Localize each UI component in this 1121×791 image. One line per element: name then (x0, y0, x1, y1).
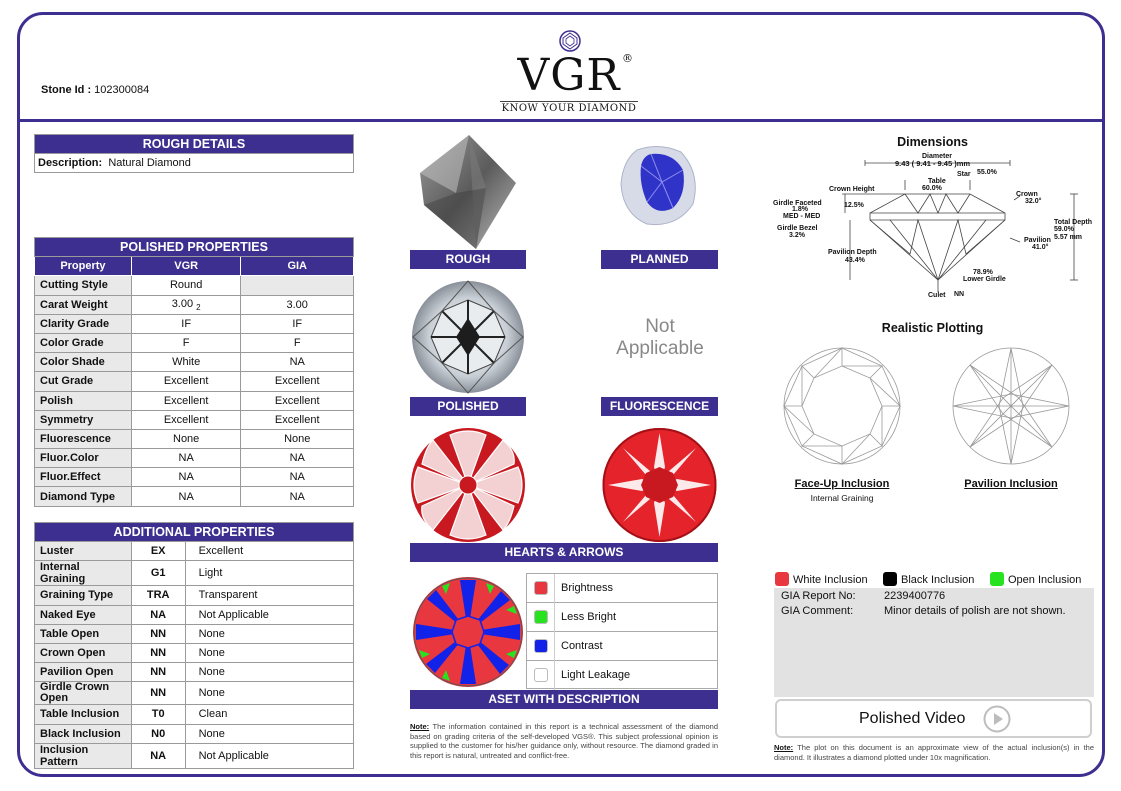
total-depth-pct: 59.0% (1054, 226, 1074, 233)
property-label: Inclusion Pattern (35, 743, 132, 768)
diameter-value: 9.43 ( 9.41 - 9.45 )mm (895, 159, 971, 168)
property-label: Fluor.Effect (35, 468, 132, 487)
table-row (35, 314, 354, 333)
aset-legend-row (527, 661, 717, 690)
plot-note-label: Note: (774, 743, 794, 752)
property-label: Internal Graining (35, 561, 132, 586)
property-label: Table Inclusion (35, 705, 132, 724)
proportions-diagram (770, 150, 1100, 302)
property-code: G1 (131, 561, 185, 586)
header-vgr: VGR (131, 257, 241, 276)
property-label: Black Inclusion (35, 724, 132, 743)
stone-id (41, 84, 149, 96)
property-code: NN (131, 624, 185, 643)
property-code: TRA (131, 586, 185, 605)
property-code: NN (131, 643, 185, 662)
aset-image (412, 576, 524, 688)
white-inclusion-label: White Inclusion (793, 574, 868, 586)
polished-label: POLISHED (410, 397, 526, 416)
white-inclusion-swatch (775, 572, 789, 586)
gia-value: NA (241, 353, 354, 372)
table-row (35, 743, 354, 768)
property-value: Transparent (185, 586, 353, 605)
gia-value (241, 276, 354, 295)
vgr-value: Excellent (131, 391, 241, 410)
property-label: Girdle Crown Open (35, 682, 132, 705)
lower-girdle-value: 78.9% (973, 269, 993, 276)
black-inclusion-swatch (883, 572, 897, 586)
polished-video-button[interactable] (775, 699, 1092, 738)
girdle-value: MED - MED (783, 213, 821, 220)
black-inclusion-label: Black Inclusion (901, 574, 975, 586)
girdle-faceted-value: 1.8% (792, 206, 808, 213)
star-value: 55.0% (977, 169, 997, 176)
less-bright-swatch (534, 610, 548, 624)
property-label: Polish (35, 391, 132, 410)
rough-details-table (34, 134, 354, 173)
aset-legend-row (527, 603, 717, 632)
table-row (35, 682, 354, 705)
open-inclusion-label: Open Inclusion (1008, 574, 1082, 586)
table-row (35, 663, 354, 682)
property-code: NA (131, 743, 185, 768)
light-leakage-swatch (534, 668, 548, 682)
gia-value: Excellent (241, 391, 354, 410)
table-row (35, 410, 354, 429)
table-row (35, 295, 354, 314)
property-value: None (185, 643, 353, 662)
diameter-label: Diameter (922, 153, 952, 160)
stone-id-label: Stone Id : (41, 84, 92, 96)
crown-height-label: Crown Height (829, 186, 875, 193)
pavilion-caption: Pavilion Inclusion (964, 478, 1058, 490)
pavilion-plot (951, 346, 1071, 466)
table-row (35, 372, 354, 391)
less-bright-label: Less Bright (561, 611, 617, 623)
fluorescence-not-applicable (600, 316, 720, 360)
crown-value: 32.0° (1025, 198, 1042, 205)
polished-diamond-image (410, 280, 526, 394)
rough-details-title: ROUGH DETAILS (35, 135, 354, 154)
property-value: Not Applicable (185, 743, 353, 768)
property-label: Cut Grade (35, 372, 132, 391)
girdle-bezel-label: Girdle Bezel (777, 225, 818, 232)
table-row (35, 333, 354, 352)
aset-label: ASET WITH DESCRIPTION (410, 690, 718, 709)
vgr-value (131, 295, 241, 314)
property-label: Diamond Type (35, 487, 132, 506)
crown-label: Crown (1016, 191, 1038, 198)
table-value: 60.0% (922, 185, 942, 192)
property-label: Graining Type (35, 586, 132, 605)
property-label: Color Grade (35, 333, 132, 352)
light-leakage-label: Light Leakage (561, 669, 631, 681)
property-code: NA (131, 605, 185, 624)
aset-legend-row (527, 574, 717, 603)
gia-value: NA (241, 449, 354, 468)
vgr-carat: 3.00 (171, 297, 194, 310)
plotting-title: Realistic Plotting (881, 321, 984, 335)
legend-separator (554, 632, 555, 661)
table-row (35, 605, 354, 624)
polished-properties-table (34, 237, 354, 507)
aset-legend (526, 573, 718, 689)
header-property: Property (35, 257, 132, 276)
property-label: Table Open (35, 624, 132, 643)
table-row (35, 449, 354, 468)
vgr-value: Round (131, 276, 241, 295)
property-value: Clean (185, 705, 353, 724)
logo-text: VGR (517, 50, 621, 101)
logo-registered: ® (622, 52, 633, 65)
pavilion-value: 41.0° (1032, 244, 1049, 251)
property-label: Luster (35, 542, 132, 561)
gia-value: NA (241, 468, 354, 487)
additional-properties-table (34, 522, 354, 769)
gia-value: NA (241, 487, 354, 506)
property-value: Excellent (185, 542, 353, 561)
vgr-value: F (131, 333, 241, 352)
vgr-value: NA (131, 449, 241, 468)
property-code: T0 (131, 705, 185, 724)
vgr-logo (500, 28, 650, 118)
report-note-label: Note: (410, 722, 430, 731)
vgr-value: White (131, 353, 241, 372)
pavilion-depth-value: 43.4% (845, 257, 865, 264)
planned-diamond-image (617, 144, 701, 228)
table-row (35, 276, 354, 295)
vgr-value: None (131, 429, 241, 448)
vgr-value: IF (131, 314, 241, 333)
brightness-label: Brightness (561, 582, 613, 594)
table-row (35, 429, 354, 448)
property-code: EX (131, 542, 185, 561)
legend-separator (554, 603, 555, 632)
hearts-arrows-label: HEARTS & ARROWS (410, 543, 718, 562)
property-label: Fluor.Color (35, 449, 132, 468)
contrast-swatch (534, 639, 548, 653)
gia-comment-label: GIA Comment: (781, 605, 854, 617)
contrast-label: Contrast (561, 640, 603, 652)
property-label: Pavilion Open (35, 663, 132, 682)
gia-value: Excellent (241, 372, 354, 391)
brightness-swatch (534, 581, 548, 595)
pavilion-depth-label: Pavilion Depth (828, 249, 877, 256)
rough-description-row (35, 154, 354, 173)
gia-info-box (774, 588, 1094, 697)
report-note-text: The information contained in this report is a technical assessment of the diamond based on grading criteria of the self-developed VGS®. This subject professional opinion is supplied to the customer for his/her guidance only, without resource. The diamond graded in this report is natural, untreated and conflict-free. (410, 722, 719, 760)
gia-value: F (241, 333, 354, 352)
table-row (35, 643, 354, 662)
aset-legend-row (527, 632, 717, 661)
gia-value: None (241, 429, 354, 448)
property-value: None (185, 724, 353, 743)
fluorescence-na-line1: Not (645, 316, 675, 337)
planned-label: PLANNED (601, 250, 718, 269)
property-code: NN (131, 682, 185, 705)
total-depth-mm: 5.57 mm (1054, 234, 1083, 241)
property-label: Color Shade (35, 353, 132, 372)
table-row (35, 724, 354, 743)
polished-video-label: Polished Video (859, 710, 966, 727)
property-value: Not Applicable (185, 605, 353, 624)
table-row (35, 542, 354, 561)
table-label: Table (928, 178, 946, 185)
vgr-value: NA (131, 487, 241, 506)
gia-report-label: GIA Report No: (781, 590, 856, 602)
pavilion-label: Pavilion (1024, 237, 1051, 244)
fluorescence-na-line2: Applicable (616, 338, 704, 359)
table-row (35, 624, 354, 643)
property-code: NN (131, 663, 185, 682)
girdle-faceted-label: Girdle Faceted (773, 200, 822, 207)
culet-value: NN (954, 291, 965, 298)
open-inclusion-swatch (990, 572, 1004, 586)
property-value: None (185, 624, 353, 643)
header-gia: GIA (241, 257, 354, 276)
vgr-value: NA (131, 468, 241, 487)
vgr-value: Excellent (131, 372, 241, 391)
girdle-bezel-value: 3.2% (789, 232, 805, 239)
white-inclusion-legend (775, 572, 868, 586)
hearts-image (410, 427, 526, 543)
play-icon[interactable] (983, 705, 1011, 733)
face-up-plot (782, 346, 902, 466)
property-label: Cutting Style (35, 276, 132, 295)
open-inclusion-legend (990, 572, 1081, 586)
logo-tagline: KNOW YOUR DIAMOND (501, 103, 637, 114)
rough-diamond-image (416, 133, 522, 251)
star-label: Star (957, 171, 971, 178)
stone-id-value: 102300084 (94, 84, 150, 96)
vgr-value: Excellent (131, 410, 241, 429)
table-row (35, 487, 354, 506)
gia-value: 3.00 (241, 295, 354, 314)
additional-properties-title: ADDITIONAL PROPERTIES (35, 523, 354, 542)
legend-separator (554, 574, 555, 603)
property-value: Light (185, 561, 353, 586)
rough-label: ROUGH (410, 250, 526, 269)
legend-separator (554, 661, 555, 690)
plot-note (774, 743, 1094, 762)
property-label: Naked Eye (35, 605, 132, 624)
table-row (35, 561, 354, 586)
property-value: None (185, 663, 353, 682)
polished-properties-title: POLISHED PROPERTIES (35, 238, 354, 257)
gia-value: IF (241, 314, 354, 333)
property-label: Carat Weight (35, 295, 132, 314)
property-label: Crown Open (35, 643, 132, 662)
gem-logo-icon (559, 30, 581, 52)
plot-note-text: The plot on this document is an approximate view of the actual inclusion(s) in the diamond. It illustrates a diamond plotted under 10x magnification. (774, 743, 1095, 762)
rough-description-label: Description: (38, 157, 103, 170)
face-up-caption: Face-Up Inclusion (794, 478, 890, 490)
table-row (35, 586, 354, 605)
header-divider (19, 119, 1103, 122)
total-depth-label: Total Depth (1054, 219, 1092, 226)
culet-label: Culet (928, 292, 946, 299)
vgr-carat-sub: 2 (196, 302, 201, 312)
table-row (35, 391, 354, 410)
table-row (35, 468, 354, 487)
fluorescence-label: FLUORESCENCE (601, 397, 718, 416)
property-label: Symmetry (35, 410, 132, 429)
rough-description-value: Natural Diamond (108, 157, 191, 170)
black-inclusion-legend (883, 572, 974, 586)
property-label: Fluorescence (35, 429, 132, 448)
gia-comment-value: Minor details of polish are not shown. (884, 605, 1066, 617)
gia-value: Excellent (241, 410, 354, 429)
lower-girdle-label: Lower Girdle (963, 276, 1006, 283)
dimensions-title: Dimensions (897, 135, 968, 149)
report-note (410, 722, 718, 760)
gia-report-value: 2239400776 (884, 590, 946, 602)
arrows-image (601, 427, 718, 543)
table-row (35, 705, 354, 724)
table-row (35, 353, 354, 372)
face-up-subcaption: Internal Graining (810, 493, 874, 503)
crown-height-value: 12.5% (844, 202, 864, 209)
property-code: N0 (131, 724, 185, 743)
property-label: Clarity Grade (35, 314, 132, 333)
property-value: None (185, 682, 353, 705)
